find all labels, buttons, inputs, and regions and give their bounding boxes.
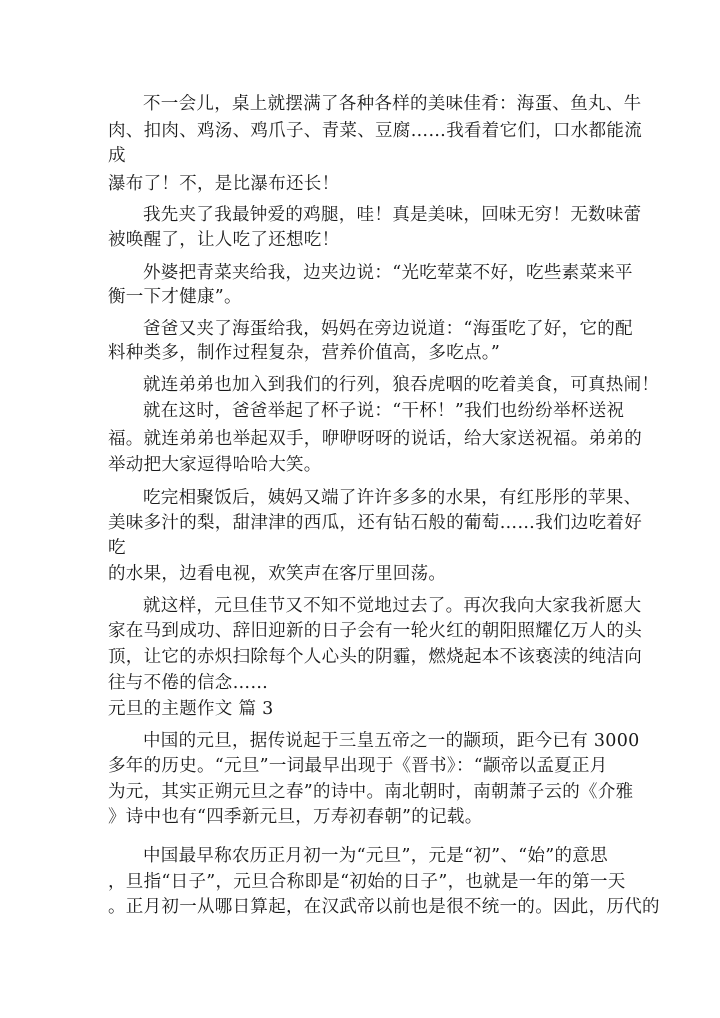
text-line: 衡一下才健康”。 <box>108 287 242 307</box>
text-line: 就这样，元旦佳节又不知不觉地过去了。再次我向大家我祈愿大 <box>143 596 642 616</box>
text-line: 爸爸又夹了海蛋给我，妈妈在旁边说道：“海蛋吃了好，它的配 <box>143 319 633 339</box>
text-line: 吃完相聚饭后，姨妈又端了许许多多的水果，有红彤彤的苹果、 <box>143 488 642 508</box>
text-line: 料种类多，制作过程复杂，营养价值高，多吃点。” <box>108 343 501 363</box>
text-line: 中国的元旦，据传说起于三皇五帝之一的颛顼，距今已有 3000 <box>143 731 640 751</box>
text-line: 肉、扣肉、鸡汤、鸡爪子、青菜、豆腐……我看着它们，口水都能流 <box>108 121 642 141</box>
text-line: 多年的历史。“元旦”一词最早出现于《晋书》：“颛帝以孟夏正月 <box>108 756 608 776</box>
text-line: 为元，其实正朔元旦之春”的诗中。南北朝时，南朝萧子云的《介雅 <box>108 782 634 802</box>
text-line: 吃 <box>108 538 126 558</box>
text-line: 中国最早称农历正月初一为“元旦”，元是“初”、“始”的意思 <box>143 846 608 866</box>
text-line: 》诗中也有“四季新元旦，万寿初春朝”的记载。 <box>108 807 483 827</box>
text-line: 美味多汁的梨，甜津津的西瓜，还有钻石般的葡萄……我们边吃着好 <box>108 513 642 533</box>
text-line: 我先夹了我最钟爱的鸡腿，哇！真是美味，回味无穷！无数味蕾 <box>143 205 642 225</box>
section-heading: 元旦的主题作文 篇 3 <box>108 699 274 719</box>
text-line: 家在马到成功、辞旧迎新的日子会有一轮火红的朝阳照耀亿万人的头 <box>108 621 642 641</box>
text-line: 顶，让它的赤炽扫除每个人心头的阴霾，燃烧起本不该亵渎的纯洁向 <box>108 647 642 667</box>
text-line: 外婆把青菜夹给我，边夹边说：“光吃荤菜不好，吃些素菜来平 <box>143 263 633 283</box>
text-line: 就连弟弟也加入到我们的行列，狼吞虎咽的吃着美食，可真热闹！ <box>143 375 660 395</box>
text-line: 被唤醒了，让人吃了还想吃！ <box>108 230 340 250</box>
text-line: 举动把大家逗得哈哈大笑。 <box>108 455 322 475</box>
text-line: 。正月初一从哪日算起，在汉武帝以前也是很不统一的。因此，历代的 <box>108 897 660 917</box>
text-line: 瀑布了！不，是比瀑布还长！ <box>108 174 340 194</box>
text-line: ，旦指“日子”，元旦合称即是“初始的日子”，也就是一年的第一天 <box>108 872 626 892</box>
text-line: 不一会儿，桌上就摆满了各种各样的美味佳肴：海蛋、鱼丸、牛 <box>143 94 642 114</box>
text-line: 往与不倦的信念…… <box>108 673 269 693</box>
text-line: 的水果，边看电视，欢笑声在客厅里回荡。 <box>108 564 447 584</box>
text-line: 福。就连弟弟也举起双手，咿咿呀呀的说话，给大家送祝福。弟弟的 <box>108 429 642 449</box>
text-line: 成 <box>108 146 126 166</box>
text-line: 就在这时，爸爸举起了杯子说：“干杯！”我们也纷纷举杯送祝 <box>143 401 625 421</box>
